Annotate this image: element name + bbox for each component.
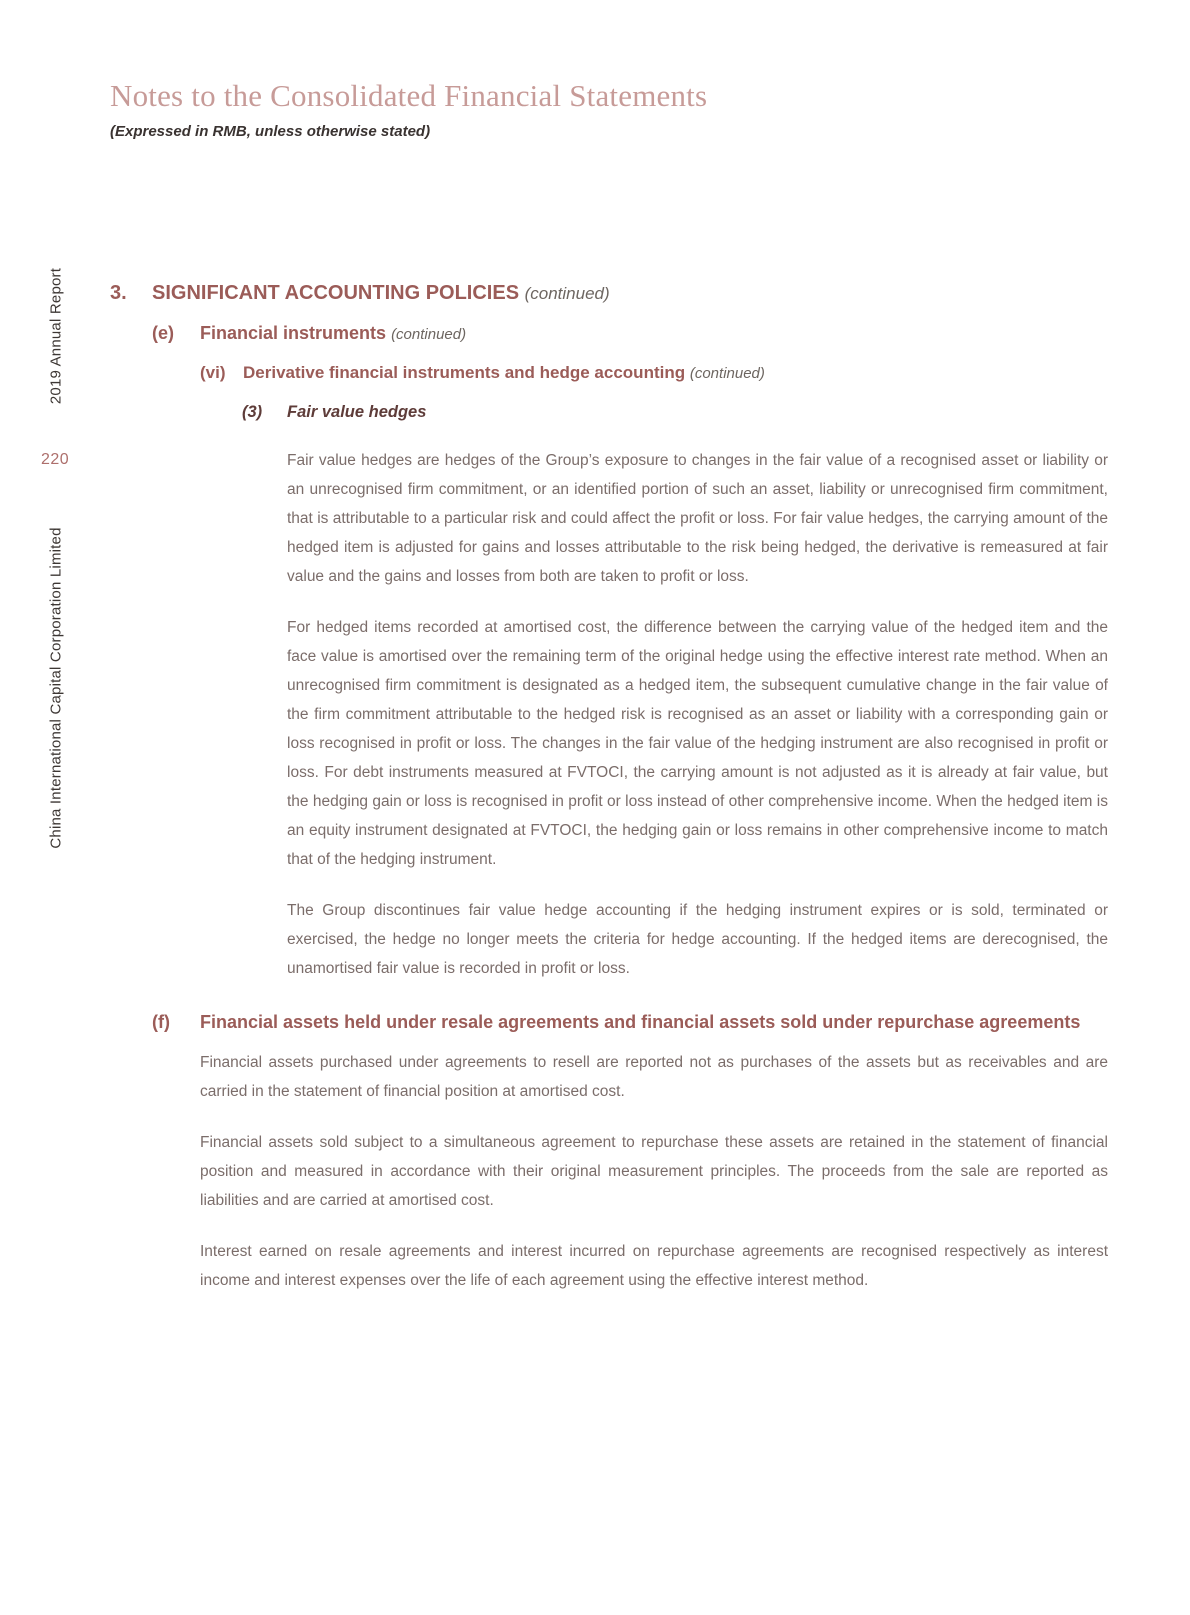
subsection-e-title-text: Financial instruments (200, 323, 387, 343)
subsection-vi-title (243, 361, 765, 385)
paragraph: The Group discontinues fair value hedge accounting if the hedging instrument expires or is sold, terminated or exercised, the hedge no longer meets the criteria for hedge accounting. If the hedged items are derecognised, the unamortised fair value is recorded in profit or loss. (287, 902, 1108, 977)
subsection-3-body (287, 446, 1108, 983)
main-content (110, 0, 1108, 1295)
subsection-vi-label: (vi) (200, 363, 226, 382)
subsection-f-heading (152, 1005, 1108, 1040)
sidebar-report-title: 2019 Annual Report (47, 267, 65, 405)
sidebar-page-number: 220 (41, 451, 70, 468)
paragraph: Fair value hedges are hedges of the Group’s exposure to changes in the fair value of a recognised asset or liability or an unrecognised firm commitment, or an identified portion of such an asset, liability or unrecognised firm commitment, that is attributable to a particular risk and could affect the profit or loss. For fair value hedges, the carrying amount of the hedged item is adjusted for gains and losses attributable to the risk being hedged, the derivative is remeasured at fair value and the gains and losses from both are taken to profit or loss. (287, 452, 1108, 585)
paragraph: Financial assets purchased under agreements to resell are reported not as purchases of the assets but as receivables and are carried in the statement of financial position at amortised cost. (200, 1054, 1108, 1100)
sidebar-company-name: China International Capital Corporation Limited (47, 527, 65, 849)
section-3-number: 3. (110, 282, 127, 304)
page-title: Notes to the Consolidated Financial Statements (110, 78, 708, 113)
subsection-f-label: (f) (152, 1012, 170, 1032)
subsection-e-label: (e) (152, 323, 174, 343)
section-3-title (152, 280, 610, 307)
subsection-vi-heading (200, 361, 1108, 385)
section-3-heading (110, 280, 1108, 307)
subsection-f-body (200, 1048, 1108, 1295)
subsection-e-continued: (continued) (391, 326, 467, 343)
paragraph: Financial assets sold subject to a simultaneous agreement to repurchase these assets are retained in the statement of financial position and measured in accordance with their original measurement principles. The proceeds from the sale are reported as liabilities and are carried at amortised cost. (200, 1134, 1108, 1209)
subsection-vi-title-text: Derivative financial instruments and hedge accounting (243, 363, 686, 382)
subsection-e-title (200, 321, 466, 347)
paragraph: For hedged items recorded at amortised cost, the difference between the carrying value of the hedged item and the face value is amortised over the remaining term of the original hedge using the effective interest rate method. When an unrecognised firm commitment is designated as a hedged item, the subsequent cumulative change in the fair value of the firm commitment attributable to the hedged risk is recognised as an asset or liability with a corresponding gain or loss recognised in profit or loss. The changes in the fair value of the hedging instrument are also recognised in profit or loss. For debt instruments measured at FVTOCI, the carrying amount is not adjusted as it is already at fair value, but the hedging gain or loss is recognised in profit or loss instead of other comprehensive income. When the hedged item is an equity instrument designated at FVTOCI, the hedging gain or loss remains in other comprehensive income to match that of the hedging instrument. (287, 619, 1108, 868)
subsection-3-heading (242, 401, 1108, 423)
subsection-3-title: Fair value hedges (287, 403, 427, 421)
page-subtitle: (Expressed in RMB, unless otherwise stated) (110, 123, 431, 140)
section-3-continued: (continued) (524, 284, 610, 303)
subsection-f-title: Financial assets held under resale agreements and financial assets sold under repurchase agreements (200, 1012, 1081, 1032)
subsection-vi-continued: (continued) (689, 365, 765, 382)
subsection-e-heading (152, 321, 1108, 347)
subsection-3-label: (3) (242, 403, 263, 421)
section-3-title-text: SIGNIFICANT ACCOUNTING POLICIES (152, 282, 520, 304)
paragraph: Interest earned on resale agreements and interest incurred on repurchase agreements are recognised respectively as interest income and interest expenses over the life of each agreement using the effective interest method. (200, 1243, 1108, 1289)
